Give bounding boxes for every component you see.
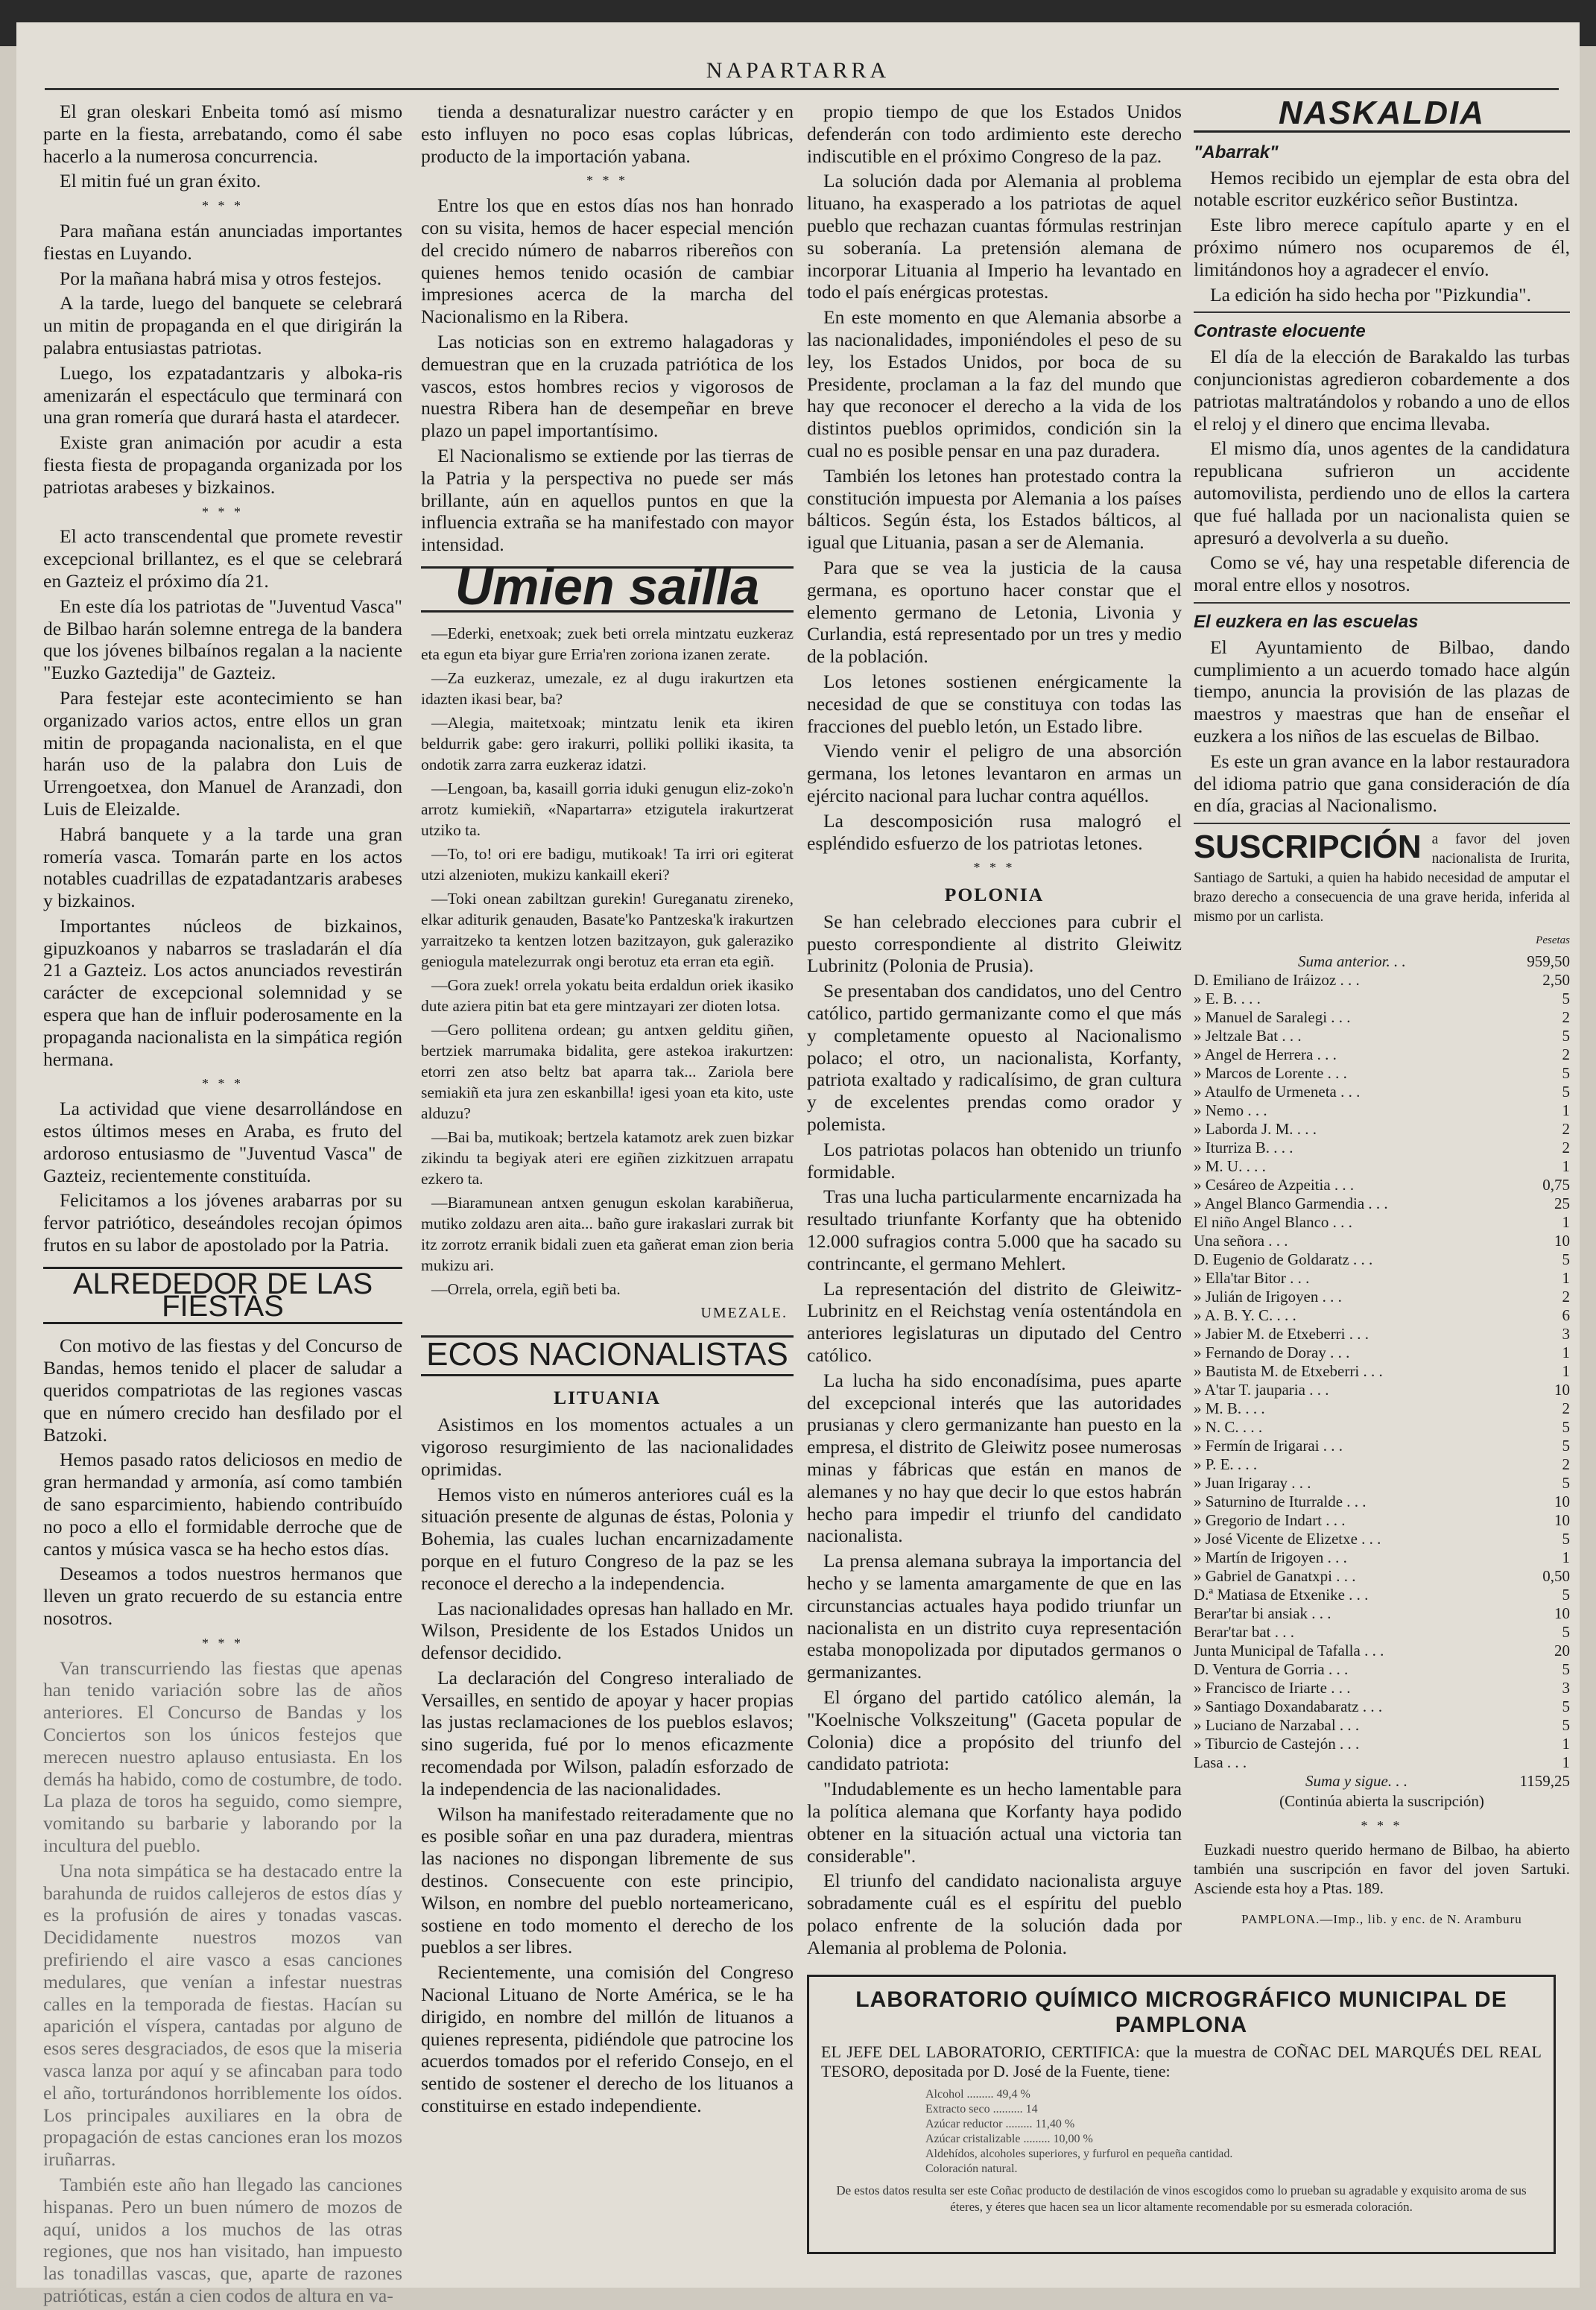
paragraph: —Biaramunean antxen genugun eskolan karabiñerua, mutiko zoldazu aren aita... baño gure irakaslari zurrak bit itz zorrotz erranik bidali zuen eta gañerat eman zion beria mukizu ari. xyxy=(421,1193,794,1274)
donation-amount: 5 xyxy=(1562,1529,1570,1548)
donor-name: » Angel Blanco Garmendia . . . xyxy=(1194,1194,1388,1212)
paragraph: El gran oleskari Enbeita tomó así mismo parte en la fiesta, arrebatando, como él sabe hacerlo a la numerosa concurrencia. xyxy=(43,101,402,167)
paragraph: Importantes núcleos de bizkainos, gipuzkoanos y nabarros se trasladarán el día 21 a Gazteiz. Los actos anunciados revestirán carácter de excepcional solemnidad y se espera que han de influir poderosamente en la propaganda nacionalista en la simpática región hermana. xyxy=(43,914,402,1070)
paragraph: —Lengoan, ba, kasaill gorria iduki genugun eliz-zoko'n arrotz kumiekiñ, «Napartarra» etzigutela irakurtzerat utziko ta. xyxy=(421,779,794,839)
paragraph: propio tiempo de que los Estados Unidos defenderán con todo ardimiento este derecho indiscutible en el próximo Congreso de la paz. xyxy=(807,101,1182,167)
paragraph: —Bai ba, mutikoak; bertzela katamotz arek zuen bizkar zikindu ta begiyak ateri ere egiñen zizkitzuen arrapatu ezkero ta. xyxy=(421,1127,794,1188)
paragraph: Este libro merece capítulo aparte y en el próximo número nos ocuparemos de él, limitándonos hoy a agradecer el envío. xyxy=(1194,214,1570,280)
donor-name: » Martín de Irigoyen . . . xyxy=(1194,1548,1347,1566)
donor-name: » Bautista M. de Etxeberri . . . xyxy=(1194,1361,1383,1380)
paragraph: —Gora zuek! orrela yokatu beita erdaldun oriek ikasiko dute aziera pitin bat eta gere mintzayari zer dioten lotsa. xyxy=(421,975,794,1015)
paragraph: Se han celebrado elecciones para cubrir el puesto correspondiente al distrito Gleiwitz Lubrinitz (Polonia de Prusia). xyxy=(807,910,1182,977)
contraste-subheading: Contraste elocuente xyxy=(1194,321,1366,342)
paragraph: Tras una lucha particularmente encarnizada ha resultado triunfante Korfanty que ha obtenido 12.000 sufragios contra 5.000 que ha sacado su contrincante, el germano Mehlert. xyxy=(807,1186,1182,1274)
paragraph: A la tarde, luego del banquete se celebrará un mitin de propaganda en el que dirigirán la palabra entusiastas patriotas. xyxy=(43,292,402,358)
suscripcion-row xyxy=(1194,1567,1570,1586)
donor-name: » Iturriza B. . . . xyxy=(1194,1138,1293,1156)
donation-amount: 1 xyxy=(1562,1268,1570,1287)
donor-name: » E. B. . . . xyxy=(1194,989,1261,1007)
donation-amount: 5 xyxy=(1562,1063,1570,1082)
paragraph: Las noticias son en extremo halagadoras y demuestran que en la cruzada patriótica de los vascos, estos hombres recios y vigorosos de nuestra Ribera han de desempeñar en breve plazo un papel importantísimo. xyxy=(421,330,794,442)
paragraph: Como se vé, hay una respetable diferencia de moral entre ellos y nosotros. xyxy=(1194,551,1570,596)
fiestas-heading: ALREDEDOR DE LAS FIESTAS xyxy=(43,1267,402,1325)
column-1 xyxy=(43,101,402,2310)
paragraph: La prensa alemana subraya la importancia del hecho y se lamenta amargamente de que en las circunstancias actuales haya podido triunfar un nacionalista en un distrito cuya representación estaba monopolizada por diputados germanos o germanizantes. xyxy=(807,1550,1182,1683)
donor-name: Junta Municipal de Tafalla . . . xyxy=(1194,1641,1384,1659)
donor-name: » Fernando de Doray . . . xyxy=(1194,1343,1350,1361)
paragraph: Extracto seco .......... 14 xyxy=(925,2103,1038,2116)
donation-amount: 2 xyxy=(1562,1138,1570,1156)
prev-value: 959,50 xyxy=(1527,952,1570,970)
donation-amount: 5 xyxy=(1562,1697,1570,1715)
paragraph: Azúcar cristalizable ......... 10,00 % xyxy=(925,2133,1093,2145)
suscripcion-row xyxy=(1194,1101,1570,1120)
suscripcion-row xyxy=(1194,1176,1570,1194)
suscripcion-row xyxy=(1194,1493,1570,1511)
donation-amount: 3 xyxy=(1562,1678,1570,1697)
suscripcion-row xyxy=(1194,1399,1570,1418)
paragraph: Recientemente, una comisión del Congreso Nacional Lituano de Norte América, se le ha dirigido, en nombre del millón de lituanos a quienes representa, pidiéndole que patrocine los acuerdos tomados por el referido Consejo, en el sentido de sostener el derecho de los lituanos a constituirse en estado independiente. xyxy=(421,1961,794,2117)
suscripcion-row xyxy=(1194,1735,1570,1753)
donor-name: » Tiburcio de Castejón . . . xyxy=(1194,1734,1360,1753)
donor-name: » Nemo . . . xyxy=(1194,1101,1267,1119)
paragraph: Los letones sostienen enérgicamente la necesidad de que se constituya con todas las fracciones del pueblo letón, un Estado libre. xyxy=(807,670,1182,737)
suscripcion-row xyxy=(1194,1623,1570,1642)
donor-name: » Angel de Herrera . . . xyxy=(1194,1045,1337,1063)
suscripcion-row xyxy=(1194,1232,1570,1250)
column-2 xyxy=(421,101,794,2120)
donor-name: » Fermín de Irigarai . . . xyxy=(1194,1436,1343,1455)
donor-name: » Ataulfo de Urmeneta . . . xyxy=(1194,1082,1361,1101)
suscripcion-row xyxy=(1194,1586,1570,1604)
paragraph: Alcohol ......... 49,4 % xyxy=(925,2088,1030,2101)
donation-amount: 5 xyxy=(1562,1082,1570,1101)
paragraph: También este año han llegado las canciones hispanas. Pero un buen número de mozos de aquí, unidos a los muchos de las otras regiones, que nos han visitado, han impuesto las tonadillas vascas, que, aparte de razones patrióticas, están a cien codos de altura en va- xyxy=(43,2173,402,2306)
lituania-body xyxy=(421,1414,794,2117)
paragraph: —Gero pollitena ordean; gu antxen gelditu giñen, bertziek marrumaka bidalita, gere astekoa irakurtzen: etorri zen atso beltz bat aparra tak... Zariola bere semiakiñ eta jura zen eskanbilla! igesi yoan eta kito, uste alduzu? xyxy=(421,1020,794,1122)
paragraph: Hemos recibido un ejemplar de esta obra del notable escritor euzkérico señor Bustintza. xyxy=(1194,166,1570,211)
paragraph: Habrá banquete y a la tarde una gran romería vasca. Tomarán parte en los actos notables cuadrillas de ezpatadantzaris arabeses y bizkainos. xyxy=(43,823,402,912)
donor-name: » P. E. . . . xyxy=(1194,1455,1258,1473)
suscripcion-note: (Continúa abierta la suscripción) xyxy=(1279,1791,1484,1810)
paragraph: La solución dada por Alemania al problema lituano, ha exasperado a los patriotas de aquel pueblo que rechazan cuantas fórmulas restrinjan su soberanía. La pretensión alemana de incorporar Lituania al Imperio ha levantado en todo el país enérgicas protestas. xyxy=(807,170,1182,303)
donation-amount: 10 xyxy=(1554,1231,1570,1250)
donor-name: » Santiago Doxandabaratz . . . xyxy=(1194,1697,1383,1715)
paragraph: —Ederki, enetxoak; zuek beti orrela mintzatu euzkeraz eta egun eta biyar gure Erria'ren zoriona izanen zerate. xyxy=(421,624,794,663)
ad-footer: De estos datos resulta ser este Coñac producto de destilación de vinos escogidos como lo prueban su agradable y exquisito aroma de sus éteres, y éteres que hacen sea un licor altamente recomendable por su esmerada coloración. xyxy=(836,2183,1527,2214)
suscripcion-row xyxy=(1194,1288,1570,1306)
donor-name: » Luciano de Narzabal . . . xyxy=(1194,1715,1360,1734)
suscripcion-row xyxy=(1194,1511,1570,1530)
suscripcion-row xyxy=(1194,1027,1570,1045)
paragraph: Felicitamos a los jóvenes arabarras por su fervor patriótico, deseándoles recojan ópimos frutos en su labor de apostolado por la Patria. xyxy=(43,1189,402,1256)
donation-amount: 1 xyxy=(1562,1101,1570,1119)
paragraph: La representación del distrito de Gleiwitz-Lubrinitz en el Reichstag venía ostentándola en anteriores legislaturas un diputado del Centro católico. xyxy=(807,1277,1182,1367)
suscripcion-row xyxy=(1194,1418,1570,1437)
donation-amount: 5 xyxy=(1562,989,1570,1007)
column-3 xyxy=(807,101,1182,1962)
donor-name: » Cesáreo de Azpeitia . . . xyxy=(1194,1175,1355,1194)
donor-name: » Marcos de Lorente . . . xyxy=(1194,1063,1347,1082)
paragraph: Hemos visto en números anteriores cuál es la situación presente de algunas de éstas, Polonia y Bohemia, las cuales luchan encarnizadamente porque en el futuro Congreso de la paz se les reconoce el derecho a la independencia. xyxy=(421,1483,794,1594)
c2-block-b xyxy=(421,194,794,556)
euzkera-body xyxy=(1194,636,1570,817)
donation-amount: 0,50 xyxy=(1542,1566,1570,1585)
paragraph: La descomposición rusa malogró el espléndido esfuerzo de los patriotas letones. xyxy=(807,809,1182,854)
c3-block-a xyxy=(807,101,1182,854)
umien-sailla-heading: Umien sailla xyxy=(421,566,794,613)
suscripcion-prev-row: Suma anterior. . . 959,50 xyxy=(1298,952,1570,970)
suscripcion-row xyxy=(1194,1269,1570,1288)
suscripcion-row xyxy=(1194,1604,1570,1623)
section-rule xyxy=(1194,311,1570,313)
donor-name: » Jeltzale Bat . . . xyxy=(1194,1026,1302,1045)
masthead-rule xyxy=(45,88,1559,90)
suscripcion-row xyxy=(1194,1679,1570,1697)
fiestas-block-a xyxy=(43,1335,402,1629)
donor-name: Berar'tar bat . . . xyxy=(1194,1622,1294,1641)
paragraph: El acto transcendental que promete revestir excepcional brillantez, es el que se celebrará en Gazteiz el próximo día 21. xyxy=(43,525,402,592)
donation-amount: 2 xyxy=(1562,1399,1570,1417)
donor-name: D. Ventura de Gorria . . . xyxy=(1194,1659,1349,1678)
c2-block-a xyxy=(421,101,794,167)
paragraph: El Nacionalismo se extiende por las tierras de la Patria y la perspectiva no puede ser más brillante, aún en aquellos puntos en que la influencia extraña se ha manifestado con mayor intensidad. xyxy=(421,444,794,556)
suscripcion-intro: a favor del joven nacionalista de Irurita, Santiago de Sartuki, a quien ha habido necesidad de amputar el brazo derecho a consecuencia de una grave herida, inferida al mismo por un carlista. xyxy=(1194,832,1570,925)
donation-amount: 1 xyxy=(1562,1343,1570,1361)
c1-block-b xyxy=(43,220,402,499)
donor-name: » N. C. . . . xyxy=(1194,1417,1263,1436)
paragraph: El día de la elección de Barakaldo las turbas conjuncionistas agredieron cobardemente a dos patriotas maltratándolos y robando a uno de ellos el reloj y el dinero que encima llevaba. xyxy=(1194,346,1570,434)
donor-name: » Gabriel de Ganatxpi . . . xyxy=(1194,1566,1356,1585)
umien-signature: UMEZALE. xyxy=(700,1304,788,1321)
paragraph: Los patriotas polacos han obtenido un triunfo formidable. xyxy=(807,1138,1182,1183)
suscripcion-row xyxy=(1194,1157,1570,1176)
suscripcion-row xyxy=(1194,990,1570,1008)
paragraph: Asistimos en los momentos actuales a un vigoroso resurgimiento de las nacionalidades oprimidas. xyxy=(421,1414,794,1480)
ecos-heading: ECOS NACIONALISTAS xyxy=(421,1335,794,1377)
paragraph: La edición ha sido hecha por "Pizkundia". xyxy=(1210,283,1531,306)
suscripcion-after: Euzkadi nuestro querido hermano de Bilbao, ha abierto también una suscripción en favor del joven Sartuki. Asciende esta hoy a Ptas. 189. xyxy=(1194,1840,1570,1897)
suscripcion-heading: SUSCRIPCIÓN xyxy=(1194,829,1422,866)
suscripcion-row xyxy=(1194,1362,1570,1381)
suscripcion-row xyxy=(1194,1455,1570,1474)
separator-stars: * * * xyxy=(586,173,628,189)
separator-stars: * * * xyxy=(202,1635,244,1651)
fiestas-block-b xyxy=(43,1657,402,2307)
paragraph: La actividad que viene desarrollándose en estos últimos meses en Araba, es fruto del ardoroso entusiasmo de "Juventud Vasca" de Gazteiz, recientemente constituída. xyxy=(43,1098,402,1186)
donor-name: Berar'tar bi ansiak . . . xyxy=(1194,1604,1331,1622)
contraste-body xyxy=(1194,346,1570,596)
donation-amount: 25 xyxy=(1554,1194,1570,1212)
donation-amount: 5 xyxy=(1562,1436,1570,1455)
suscripcion-row xyxy=(1194,1642,1570,1660)
c1-block-c xyxy=(43,525,402,1070)
suscripcion-row xyxy=(1194,1194,1570,1213)
suscripcion-row xyxy=(1194,1064,1570,1083)
donor-name: » Saturnino de Iturralde . . . xyxy=(1194,1492,1367,1510)
paragraph: También los letones han protestado contra la constitución impuesta por Alemania a los países bálticos. Según ésta, los Estados bálticos, al igual que Lituania, pasan a ser de Alemania. xyxy=(807,464,1182,554)
donation-amount: 5 xyxy=(1562,1715,1570,1734)
donation-amount: 5 xyxy=(1562,1026,1570,1045)
donation-amount: 10 xyxy=(1554,1492,1570,1510)
paragraph: "Indudablemente es un hecho lamentable para la política alemana que Korfanty haya podido obtener en la situación actual una victoria tan considerable". xyxy=(807,1778,1182,1867)
suscripcion-total: Suma y sigue. . . 1159,25 xyxy=(1305,1771,1570,1790)
ad-analysis xyxy=(925,2087,1542,2177)
donor-name: » Jabier M. de Etxeberri . . . xyxy=(1194,1324,1369,1343)
suscripcion-row xyxy=(1194,1753,1570,1772)
paragraph: Van transcurriendo las fiestas que apenas han tenido variación sobre las de años anteriores. El Concurso de Bandas y los Conciertos son los únicos festejos que merecen nuestro aplauso entusiasta. En los demás ha habido, como de costumbre, de todo. La plaza de toros ha seguido, como siempre, vomitando su barbarie y laborando por la incultura del pueblo. xyxy=(43,1656,402,1856)
paragraph: —Toki onean zabiltzan gurekin! Gureganatu zireneko, elkar aditurik genauden, Basate'ko Pantzeska'k irakurtzen yarraitzeko ta kentzen lotzen bazitzayon, guk galeraziko geniogula matelezurrak ongi berotuz eta erran eta egiñ. xyxy=(421,889,794,970)
separator-stars: * * * xyxy=(202,1076,244,1092)
donor-name: D. Emiliano de Iráizoz . . . xyxy=(1194,970,1360,989)
donor-name: » José Vicente de Elizetxe . . . xyxy=(1194,1529,1381,1548)
paragraph: La lucha ha sido enconadísima, pues aparte del excepcional interés que las autoridades prusianas y clero germanizante han puesto en la empresa, el distrito de Gleiwitz posee numerosas minas y fábricas que están en manos de alemanes y no hay que decir lo que estos habrán hecho para impedir el triunfo del candidato nacionalista. xyxy=(807,1369,1182,1547)
donation-amount: 3 xyxy=(1562,1324,1570,1343)
paragraph: Coloración natural. xyxy=(925,2162,1018,2175)
donor-name: Una señora . . . xyxy=(1194,1231,1288,1250)
paragraph: El mitin fué un gran éxito. xyxy=(60,170,262,192)
paragraph: Hemos pasado ratos deliciosos en medio de gran hermandad y armonía, así como también de sano esparcimiento, habiendo contribuído no poco a ello el formidable derroche que de cantos y música vasca se ha hecho estos días. xyxy=(43,1449,402,1560)
donor-name: » Juan Irigaray . . . xyxy=(1194,1473,1311,1492)
donation-amount: 5 xyxy=(1562,1622,1570,1641)
paragraph: Una nota simpática se ha destacado entre la barahunda de ruidos callejeros de estos días y es la profusión de aires y tonadas vascas. Decididamente nuestros mozos van prefiriendo el aire vasco a esas canciones medulares, que venían a infestar nuestras calles en la temporada de fiestas. Hacían su aparición el víspera, cantadas por alguno de esos seres desgraciados, de esos que la miseria vasca lanza por aquí y se afincaban para todo el año, torturándonos horriblemente los oídos. Los principales auxiliares en la obra de propagación de estas canciones eran los mozos iruñarras. xyxy=(43,1859,402,2171)
donation-amount: 10 xyxy=(1554,1510,1570,1529)
suscripcion-row xyxy=(1194,1120,1570,1139)
suscripcion-row xyxy=(1194,1083,1570,1101)
donation-amount: 5 xyxy=(1562,1250,1570,1268)
lituania-subheading: LITUANIA xyxy=(554,1387,661,1409)
suscripcion-row xyxy=(1194,1530,1570,1548)
donor-name: » Laborda J. M. . . . xyxy=(1194,1119,1317,1138)
donation-amount: 2 xyxy=(1562,1007,1570,1026)
paragraph: Para festejar este acontecimiento se han organizado varios actos, entre ellos un gran mitin de propaganda nacionalista, en el que harán uso de la palabra don Luis de Urrengoetxea, don Manuel de Aranzadi, don Luis de Eleizalde. xyxy=(43,686,402,820)
donor-name: » Manuel de Saralegi . . . xyxy=(1194,1007,1351,1026)
paragraph: La declaración del Congreso interaliado de Versailles, en sentido de apoyar y hacer propias las justas reclamaciones de los pueblos eslavos; sino sugerida, fué por lo menos eficazmente recomendada por Wilson, paladín esforzado de la independencia de las nacionalidades. xyxy=(421,1666,794,1800)
paragraph: El órgano del partido católico alemán, la "Koelnische Volkszeitung" (Gaceta popular de Colonia) dice a propósito del triunfo del candidato patriota: xyxy=(807,1686,1182,1775)
separator-stars: * * * xyxy=(202,504,244,519)
donation-amount: 1 xyxy=(1562,1548,1570,1566)
donor-name: » A'tar T. jauparia . . . xyxy=(1194,1380,1329,1399)
total-value: 1159,25 xyxy=(1519,1771,1570,1790)
suscripcion-row xyxy=(1194,1437,1570,1455)
donation-amount: 5 xyxy=(1562,1585,1570,1604)
donation-amount: 2 xyxy=(1562,1045,1570,1063)
laboratorio-advertisement xyxy=(807,1975,1556,2254)
suscripcion-row xyxy=(1194,1344,1570,1362)
donation-amount: 5 xyxy=(1562,1473,1570,1492)
paragraph: Deseamos a todos nuestros hermanos que lleven un grato recuerdo de su estancia entre nosotros. xyxy=(43,1563,402,1629)
donation-amount: 1 xyxy=(1562,1361,1570,1380)
donation-amount: 2,50 xyxy=(1542,970,1570,989)
paragraph: El Ayuntamiento de Bilbao, dando cumplimiento a un acuerdo tomado hace algún tiempo, anuncia la provisión de las plazas de maestros y maestras que han de enseñar el euzkera a los niños de las escuelas de Bilbao. xyxy=(1194,636,1570,747)
paragraph: —Orrela, orrela, egiñ beti ba. xyxy=(431,1279,621,1298)
donor-name: D. Eugenio de Goldaratz . . . xyxy=(1194,1250,1373,1268)
c1-block-a xyxy=(43,101,402,192)
section-rule xyxy=(1194,823,1570,824)
donor-name: El niño Angel Blanco . . . xyxy=(1194,1212,1352,1231)
suscripcion-row xyxy=(1194,1045,1570,1064)
suscripcion-row xyxy=(1194,1306,1570,1325)
donation-amount: 1 xyxy=(1562,1212,1570,1231)
donor-name: » Ella'tar Bitor . . . xyxy=(1194,1268,1310,1287)
donation-amount: 5 xyxy=(1562,1659,1570,1678)
separator-stars: * * * xyxy=(202,198,244,214)
paragraph: Aldehídos, alcoholes superiores, y furfurol en pequeña cantidad. xyxy=(925,2148,1233,2160)
donation-amount: 2 xyxy=(1562,1455,1570,1473)
paragraph: Para que se vea la justicia de la causa germana, es oportuno hacer constar que el elemento germano de Letonia, Livonia y Curlandia, está representado por un tres y medio de la población. xyxy=(807,556,1182,668)
separator-stars: * * * xyxy=(1361,1817,1403,1833)
paragraph: El triunfo del candidato nacionalista arguye sobradamente cuál es el espíritu del pueblo polaco enfrente de la solución dada por Alemania al problema de Polonia. xyxy=(807,1870,1182,1958)
paragraph: tienda a desnaturalizar nuestro carácter y en esto influyen no poco esas coplas lúbricas, producto de la importación yabana. xyxy=(421,101,794,167)
column-4 xyxy=(1194,95,1570,1930)
paragraph: Con motivo de las fiestas y del Concurso de Bandas, hemos tenido el placer de saludar a queridos compatriotas de las regiones vascas que en número crecido han desfilado por el Batzoki. xyxy=(43,1335,402,1446)
section-rule xyxy=(1194,602,1570,604)
pesetas-label: Pesetas xyxy=(1536,934,1570,947)
euzkera-subheading: El euzkera en las escuelas xyxy=(1194,611,1419,632)
donation-amount: 20 xyxy=(1554,1641,1570,1659)
ad-text: EL JEFE DEL LABORATORIO, CERTIFICA: que la muestra de COÑAC DEL MARQUÉS DEL REAL TESORO, depositada por D. José de la Fuente, tiene: xyxy=(821,2042,1542,2080)
paragraph: —Za euzkeraz, umezale, ez al dugu irakurtzen eta idazten ikasi bear, ba? xyxy=(421,668,794,708)
paragraph: Existe gran animación por acudir a esta fiesta fiesta de propaganda organizada por los patriotas arabeses y bizkainos. xyxy=(43,431,402,498)
paragraph: En este momento en que Alemania absorbe a las nacionalidades, imponiéndoles el peso de su ley, los Estados Unidos, por boca de su Presidente, proclaman a la faz del mundo que hay que reconocer el derecho a la vida de los distintos pueblos oprimidos, condición sin la cual no es posible pensar en una paz duradera. xyxy=(807,306,1182,461)
suscripcion-row xyxy=(1194,1660,1570,1679)
paragraph: El mismo día, unos agentes de la candidatura republicana sufrieron un accidente automovilista, perdiendo uno de ellos la cartera que fué hallada por un nacionalista quien se apresuró a devolverla a su dueño. xyxy=(1194,437,1570,548)
paragraph: Se presentaban dos candidatos, uno del Centro católico, partido germanizante como el que más y completamente opuesto al Nacionalismo polaco; el otro, un nacionalista, Korfanty, patriota exaltado y radicalísimo, de gran cultura y de excelentes prendas como orador y polemista. xyxy=(807,980,1182,1136)
paragraph: Wilson ha manifestado reiteradamente que no es posible soñar en una paz duradera, mientras las naciones no dispongan libremente de sus destinos. Consecuente con este principio, Wilson, en nombre del pueblo norteamericano, sostiene en todo momento el derecho de los pueblos a ser libres. xyxy=(421,1803,794,1958)
donation-amount: 10 xyxy=(1554,1380,1570,1399)
suscripcion-row xyxy=(1194,1250,1570,1269)
donation-amount: 1 xyxy=(1562,1753,1570,1771)
abarrak-body xyxy=(1194,167,1570,306)
donor-name: D.ª Matiasa de Etxenike . . . xyxy=(1194,1585,1369,1604)
donor-name: » Gregorio de Indart . . . xyxy=(1194,1510,1346,1529)
paragraph: Azúcar reductor ......... 11,40 % xyxy=(925,2118,1075,2130)
suscripcion-row xyxy=(1194,1213,1570,1232)
paragraph: Entre los que en estos días nos han honrado con su visita, hemos de hacer especial mención del crecido número de nabarros ribereños con quienes hemos tenido ocasión de cambiar impresiones acerca de la marcha del Nacionalismo en la Ribera. xyxy=(421,194,794,328)
suscripcion-row xyxy=(1194,1325,1570,1344)
donor-name: » M. B. . . . xyxy=(1194,1399,1265,1417)
prev-label: Suma anterior xyxy=(1298,952,1387,970)
paragraph: En este día los patriotas de "Juventud Vasca" de Bilbao harán solemne entrega de la bandera que los jóvenes bilbaínos regalan a la naciente "Euzko Gaztedija" de Gazteiz. xyxy=(43,595,402,684)
donor-name: Lasa . . . xyxy=(1194,1753,1247,1771)
donation-amount: 2 xyxy=(1562,1287,1570,1306)
donor-name: » A. B. Y. C. . . . xyxy=(1194,1306,1296,1324)
suscripcion-row xyxy=(1194,1697,1570,1716)
donor-name: » Francisco de Iriarte . . . xyxy=(1194,1678,1351,1697)
suscripcion-row xyxy=(1194,1008,1570,1027)
suscripcion-row xyxy=(1194,1548,1570,1567)
polonia-body xyxy=(807,911,1182,1959)
donation-amount: 1 xyxy=(1562,1734,1570,1753)
suscripcion-row xyxy=(1194,1381,1570,1399)
suscripcion-block xyxy=(1194,830,1570,1930)
umien-sailla-body xyxy=(421,623,794,1300)
paragraph: Por la mañana habrá misa y otros festejos. xyxy=(60,267,382,289)
donation-amount: 2 xyxy=(1562,1119,1570,1138)
suscripcion-row xyxy=(1194,1716,1570,1735)
abarrak-subheading: "Abarrak" xyxy=(1194,142,1279,162)
paragraph: —Alegia, maitetxoak; mintzatu lenik eta ikiren beldurrik gabe: gero irakurri, polliki polliki ikasita, ta ondotik zarra zarra euzkeraz idatzi. xyxy=(421,713,794,773)
paragraph: Las nacionalidades opresas han hallado en Mr. Wilson, Presidente de los Estados Unidos un defensor decidido. xyxy=(421,1597,794,1664)
donation-amount: 0,75 xyxy=(1542,1175,1570,1194)
naskaldia-heading: NASKALDIA xyxy=(1194,101,1570,133)
donor-name: » M. U. . . . xyxy=(1194,1156,1266,1175)
paragraph: Es este un gran avance en la labor restauradora del idioma patrio que gana consideración de día en día, gracias al Nacionalismo. xyxy=(1194,750,1570,817)
donation-amount: 10 xyxy=(1554,1604,1570,1622)
total-label: Suma y sigue xyxy=(1305,1771,1388,1790)
c1-block-d xyxy=(43,1098,402,1256)
suscripcion-row xyxy=(1194,1139,1570,1157)
donation-amount: 1 xyxy=(1562,1156,1570,1175)
paragraph: Para mañana están anunciadas importantes fiestas en Luyando. xyxy=(43,219,402,264)
ad-title: LABORATORIO QUÍMICO MICROGRÁFICO MUNICIPAL DE PAMPLONA xyxy=(855,1987,1507,2037)
suscripcion-row xyxy=(1194,1474,1570,1493)
suscripcion-row xyxy=(1194,971,1570,990)
donor-name: » Julián de Irigoyen . . . xyxy=(1194,1287,1342,1306)
donation-amount: 5 xyxy=(1562,1417,1570,1436)
paragraph: Viendo venir el peligro de una absorción germana, los letones levantaron en armas un ejército nacional para luchar contra aquéllos. xyxy=(807,740,1182,806)
separator-stars: * * * xyxy=(973,860,1016,876)
paragraph: Luego, los ezpatadantzaris y alboka-ris amenizarán el espectáculo que terminará con una gran romería que durará hasta el atardecer. xyxy=(43,361,402,428)
paragraph: —To, to! ori ere badigu, mutikoak! Ta irri ori egiterat utzi alzenioten, mukizu kankaill ekeri? xyxy=(421,844,794,884)
masthead: NAPARTARRA xyxy=(706,58,890,83)
polonia-subheading: POLONIA xyxy=(944,884,1045,906)
imprint: PAMPLONA.—Imp., lib. y enc. de N. Aramburu xyxy=(1241,1911,1522,1926)
suscripcion-table xyxy=(1194,952,1570,1772)
donation-amount: 6 xyxy=(1562,1306,1570,1324)
